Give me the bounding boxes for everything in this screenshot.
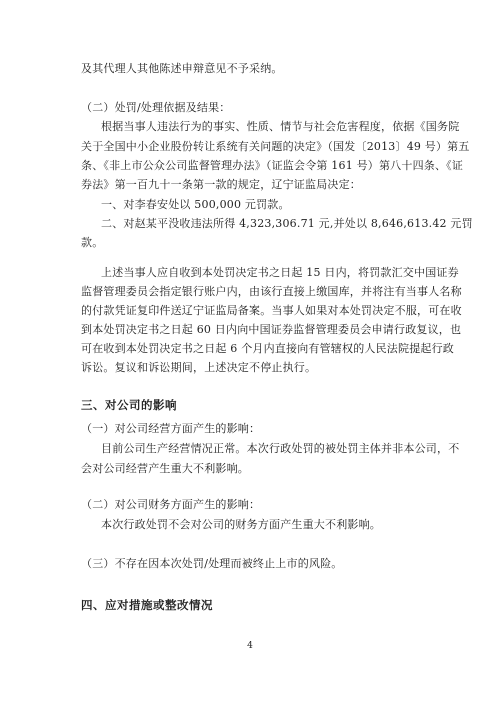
penalty-item-2-line-1: 二、对赵某平没收违法所得 4,323,306.71 元,并处以 8,646,613.42 元罚: [101, 217, 473, 230]
penalty-item-2-line-2: 款。: [81, 236, 104, 249]
page-number: 4: [247, 641, 253, 651]
paragraph1-line-3: 条、《非上市公众公司监督管理办法》（证监会令第 161 号）第八十四条、《证: [81, 159, 464, 172]
paragraph1-line-4: 券法》第一百九十一条第一款的规定，辽宁证监局决定：: [81, 178, 361, 191]
section3-heading: 三、对公司的影响: [81, 398, 177, 412]
section3-sub3-title: （三）不存在因本次处罚/处理而被终止上市的风险。: [81, 557, 343, 570]
section3-sub1-body-line-1: 目前公司生产经营情况正常。本次行政处罚的被处罚主体并非本公司，不: [101, 442, 460, 455]
paragraph2-line-2: 监督管理委员会指定银行账户内，由该行直接上缴国库，并将注有当事人名称: [81, 285, 462, 298]
paragraph1-line-2: 关于全国中小企业股份转让系统有关问题的决定》（国发〔2013〕49 号）第五: [81, 140, 470, 153]
paragraph2-line-4: 到本处罚决定书之日起 60 日内向中国证券监督管理委员会申请行政复议，也: [81, 323, 462, 336]
paragraph2-line-5: 可在收到本处罚决定书之日起 6 个月内直接向有管辖权的人民法院提起行政: [81, 342, 454, 355]
paragraph2-line-6: 诉讼。复议和诉讼期间，上述决定不停止执行。: [81, 361, 317, 374]
paragraph2-line-3: 的付款凭证复印件送辽宁证监局备案。当事人如果对本处罚决定不服，可在收: [81, 304, 462, 317]
section4-heading: 四、应对措施或整改情况: [81, 598, 213, 612]
penalty-item-1: 一、对李春安处以 500,000 元罚款。: [101, 198, 290, 211]
paragraph1-line-1: 根据当事人违法行为的事实、性质、情节与社会危害程度，依据《国务院: [101, 120, 460, 133]
section2-sub-title: （二）处罚/处理依据及结果：: [81, 101, 231, 114]
paragraph2-line-1: 上述当事人应自收到本处罚决定书之日起 15 日内，将罚款汇交中国证券: [101, 266, 459, 279]
section3-sub2-title: （二）对公司财务方面产生的影响：: [81, 498, 261, 511]
section3-sub1-body-line-2: 会对公司经营产生重大不利影响。: [81, 462, 249, 475]
intro-line: 及其代理人其他陈述申辩意见不予采纳。: [81, 62, 283, 75]
section3-sub2-body: 本次行政处罚不会对公司的财务方面产生重大不利影响。: [101, 518, 381, 531]
section3-sub1-title: （一）对公司经营方面产生的影响：: [81, 422, 261, 435]
